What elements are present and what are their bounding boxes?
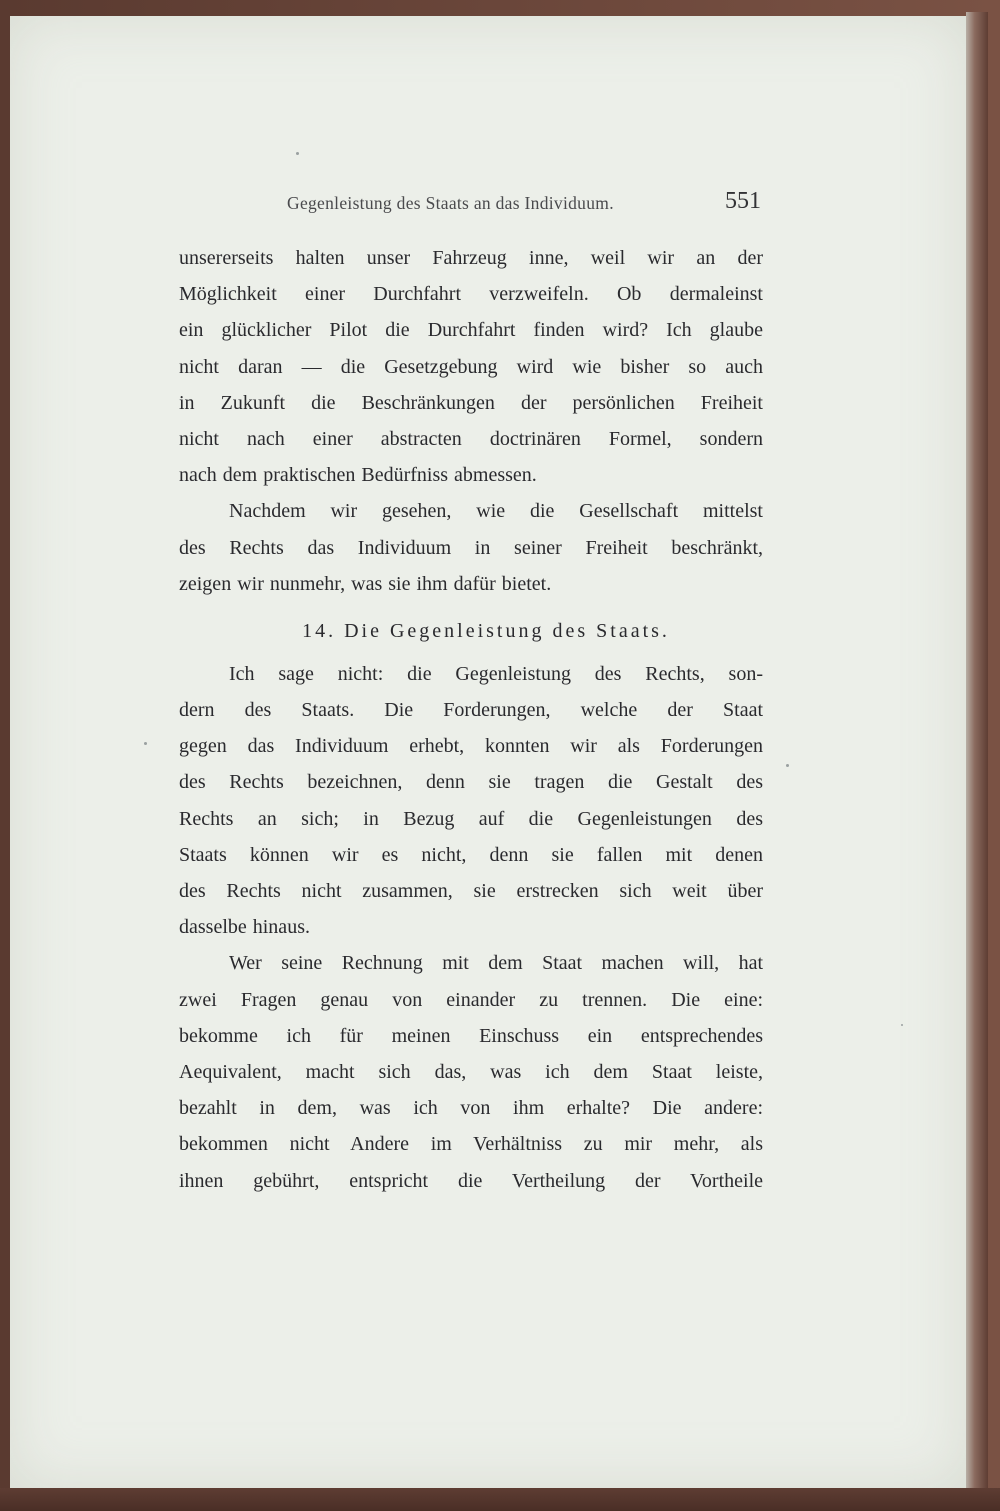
text-line: bekomme ich für meinen Einschuss ein entsprechendes [179, 1024, 763, 1047]
paper-speck [144, 742, 147, 745]
text-line: unsererseits halten unser Fahrzeug inne, weil wir an der [179, 247, 763, 269]
paper-speck [296, 152, 299, 155]
text-line: Möglichkeit einer Durchfahrt verzweifeln. Ob dermaleinst [179, 283, 763, 306]
text-line: nicht nach einer abstracten doctrinären Formel, sondern [179, 427, 763, 450]
text-line: Rechts an sich; in Bezug auf die Gegenleistungen des [179, 807, 763, 830]
text-line: dasselbe hinaus. [179, 916, 310, 939]
text-line: bezahlt in dem, was ich von ihm erhalte? Die andere: [179, 1097, 763, 1120]
page-body [179, 240, 763, 1199]
paragraph [179, 656, 763, 946]
text-line: des Rechts das Individuum in seiner Freiheit beschränkt, [179, 536, 763, 559]
page-number: 551 [725, 188, 761, 214]
text-line: des Rechts nicht zusammen, sie erstrecken sich weit über [179, 880, 763, 902]
text-line: nach dem praktischen Bedürfniss abmessen. [179, 464, 537, 487]
paragraph [179, 493, 763, 602]
text-line: Staats können wir es nicht, denn sie fallen mit denen [179, 843, 763, 866]
paper-speck [786, 764, 789, 767]
page-edge-right [966, 12, 988, 1492]
text-line: des Rechts bezeichnen, denn sie tragen die Gestalt des [179, 771, 763, 794]
text-line: in Zukunft die Beschränkungen der persönlichen Freiheit [179, 391, 763, 414]
section-heading: 14. Die Gegenleistung des Staats. [302, 619, 670, 642]
text-line: gegen das Individuum erhebt, konnten wir als Forderungen [179, 735, 763, 758]
text-line: ein glücklicher Pilot die Durchfahrt finden wird? Ich glaube [179, 319, 763, 342]
paper-speck [901, 1024, 903, 1026]
text-line: zeigen wir nunmehr, was sie ihm dafür bietet. [179, 572, 552, 595]
page-edge-bottom [0, 1488, 1000, 1511]
running-title: Gegenleistung des Staats an das Individuum. [287, 193, 614, 213]
paragraph [179, 240, 763, 493]
text-line: Nachdem wir gesehen, wie die Gesellschaft mittelst [229, 500, 763, 523]
text-line: Wer seine Rechnung mit dem Staat machen will, hat [229, 952, 763, 975]
text-line: Aequivalent, macht sich das, was ich dem Staat leiste, [179, 1060, 763, 1083]
text-line: Ich sage nicht: die Gegenleistung des Rechts, son- [229, 662, 763, 685]
running-header [287, 188, 761, 222]
text-line: zwei Fragen genau von einander zu trennen. Die eine: [179, 988, 763, 1011]
text-line: dern des Staats. Die Forderungen, welche der Staat [179, 699, 763, 722]
text-line: nicht daran — die Gesetzgebung wird wie bisher so auch [179, 355, 763, 378]
text-line: bekommen nicht Andere im Verhältniss zu mir mehr, als [179, 1133, 763, 1156]
text-line: ihnen gebührt, entspricht die Vertheilung der Vortheile [179, 1169, 763, 1192]
paragraph [179, 945, 763, 1198]
